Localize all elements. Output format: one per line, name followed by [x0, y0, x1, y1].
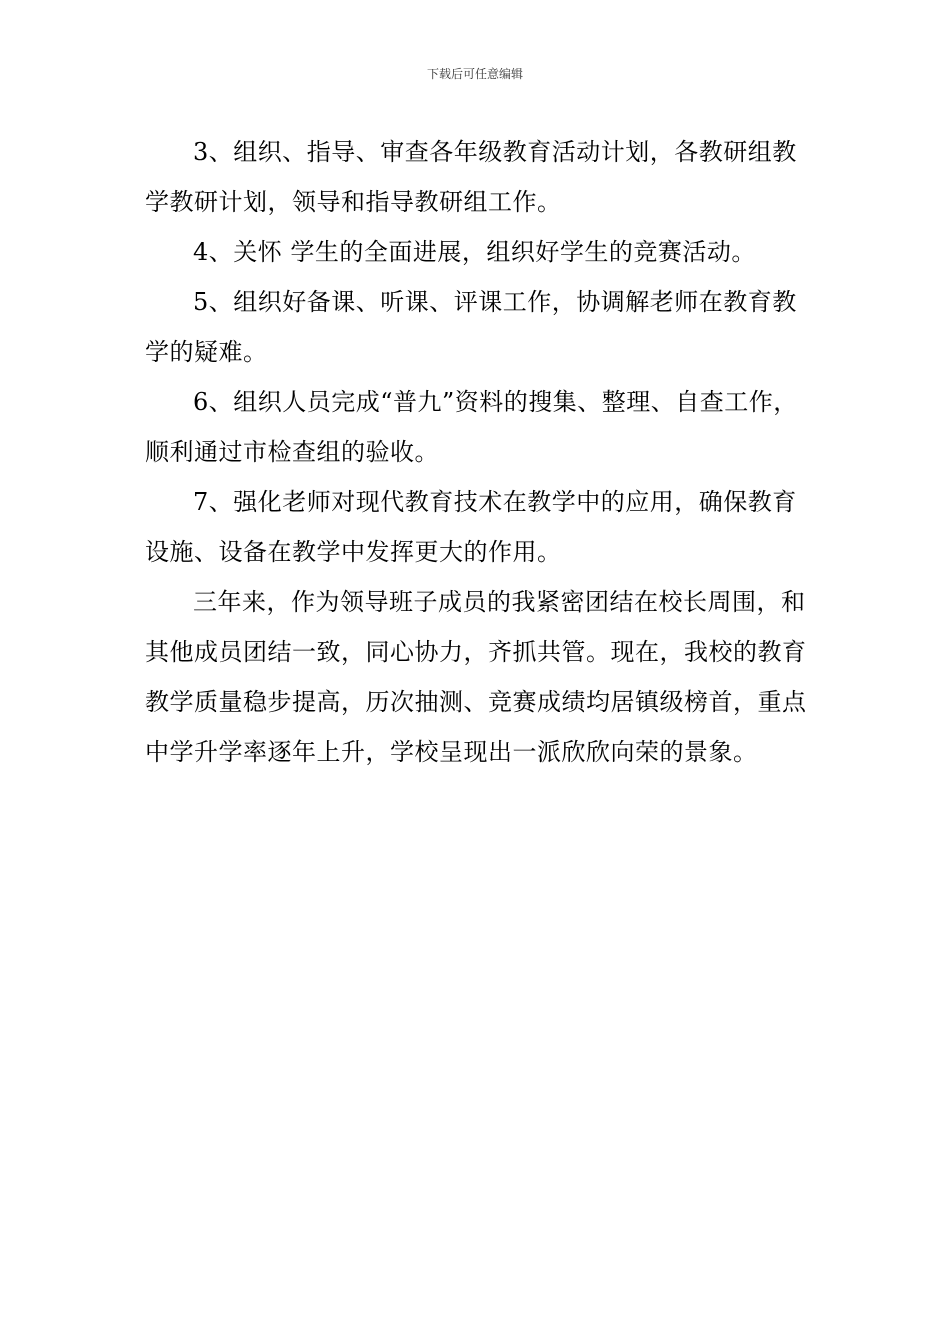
paragraph-item-7: 7、强化老师对现代教育技术在教学中的应用，确保教育设施、设备在教学中发挥更大的作用。 [145, 488, 797, 566]
paragraph-summary: 三年来，作为领导班子成员的我紧密团结在校长周围，和其他成员团结一致，同心协力，齐抓共管。现在，我校的教育教学质量稳步提高，历次抽测、竞赛成绩均居镇级榜首，重点中学升学率逐年上升，学校呈现出一派欣欣向荣的景象。 [145, 588, 807, 766]
paragraph-item-5: 5、组织好备课、听课、评课工作，协调解老师在教育教学的疑难。 [145, 288, 797, 366]
page-header: 下载后可任意编辑 [426, 67, 523, 81]
paragraph-item-6: 6、组织人员完成“普九”资料的搜集、整理、自查工作，顺利通过市检查组的验收。 [145, 388, 798, 466]
paragraph-item-4: 4、关怀 学生的全面进展，组织好学生的竞赛活动。 [193, 238, 756, 266]
document-body [145, 127, 810, 777]
paragraph-item-3: 3、组织、指导、审查各年级教育活动计划，各教研组教学教研计划，领导和指导教研组工作。 [145, 138, 797, 216]
